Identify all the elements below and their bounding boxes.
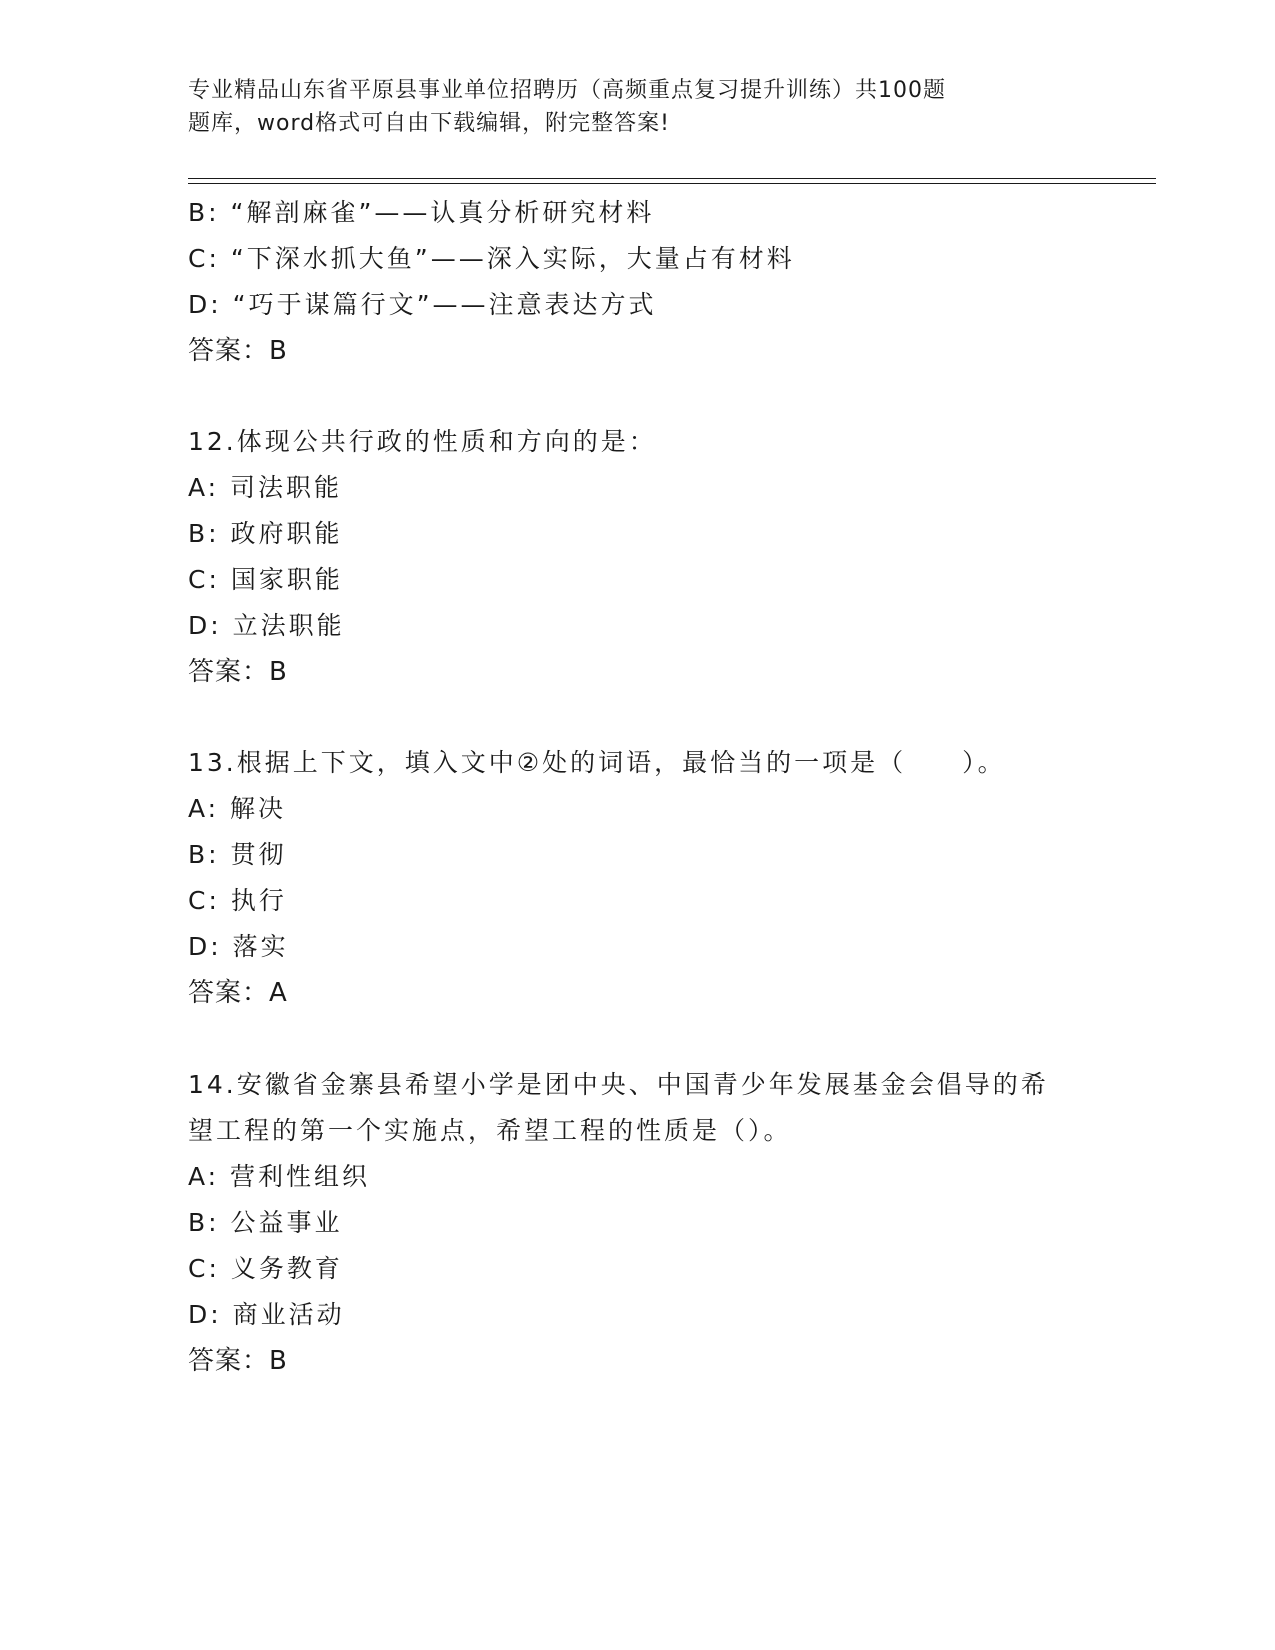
option-d: D: 立法职能	[188, 611, 345, 640]
option-c: C: 国家职能	[188, 565, 343, 594]
option-d: D: 商业活动	[188, 1300, 345, 1329]
option-c: C: “下深水抓大鱼”——深入实际，大量占有材料	[188, 244, 795, 273]
option-c: C: 义务教育	[188, 1254, 343, 1283]
option-a: A: 司法职能	[188, 473, 343, 502]
question-stem: 13.根据上下文，填入文中②处的词语，最恰当的一项是（ ）。	[188, 748, 1006, 777]
option-b: B: 政府职能	[188, 519, 343, 548]
header-line-1: 专业精品山东省平原县事业单位招聘历（高频重点复习提升训练）共100题	[188, 78, 946, 103]
answer-line: 答案：B	[188, 336, 288, 366]
option-b: B: 公益事业	[188, 1208, 343, 1237]
header-divider-top	[188, 178, 1156, 179]
question-stem-line-2: 望工程的第一个实施点，希望工程的性质是（）。	[188, 1116, 792, 1145]
header-line-2: 题库，word格式可自由下载编辑，附完整答案!	[188, 111, 670, 136]
question-11	[188, 190, 1088, 374]
option-a: A: 营利性组织	[188, 1162, 371, 1191]
question-12	[188, 419, 1088, 695]
option-a: A: 解决	[188, 794, 287, 823]
question-stem-line-1: 14.安徽省金寨县希望小学是团中央、中国青少年发展基金会倡导的希	[188, 1070, 1049, 1099]
option-b: B: “解剖麻雀”——认真分析研究材料	[188, 198, 655, 227]
question-14	[188, 1062, 1088, 1384]
question-list	[188, 190, 1088, 1384]
document-header	[188, 74, 1028, 140]
option-b: B: 贯彻	[188, 840, 287, 869]
option-d: D: “巧于谋篇行文”——注意表达方式	[188, 290, 657, 319]
question-spacer	[188, 695, 1088, 740]
question-spacer	[188, 1016, 1088, 1062]
answer-line: 答案：B	[188, 1346, 288, 1376]
question-spacer	[188, 374, 1088, 419]
option-d: D: 落实	[188, 932, 289, 961]
question-stem: 12.体现公共行政的性质和方向的是：	[188, 427, 657, 456]
answer-line: 答案：B	[188, 657, 288, 687]
option-c: C: 执行	[188, 886, 287, 915]
question-13	[188, 740, 1088, 1016]
header-divider-bottom	[188, 183, 1156, 184]
answer-line: 答案：A	[188, 978, 288, 1008]
